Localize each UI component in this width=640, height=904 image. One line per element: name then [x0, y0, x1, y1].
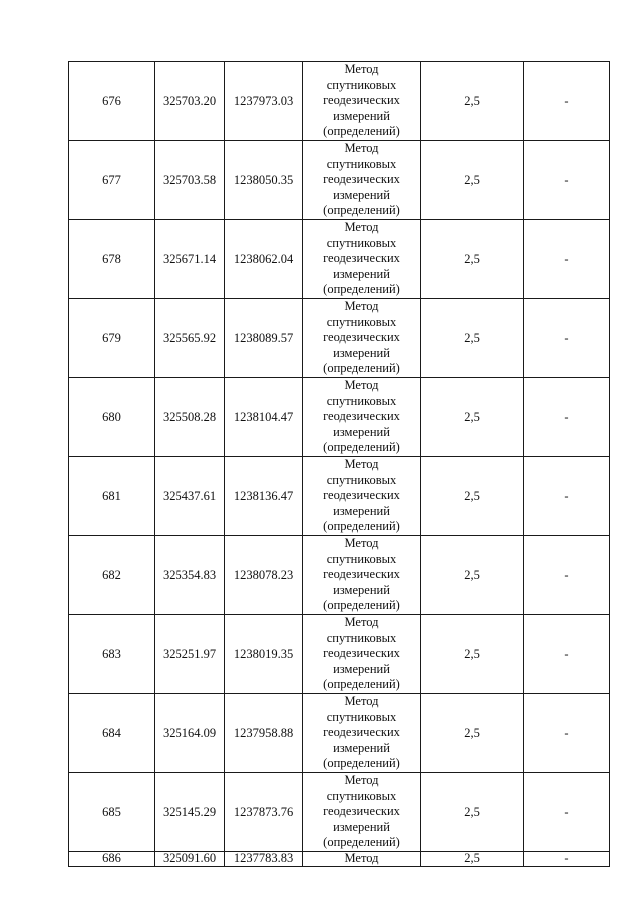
method-line: (определений) — [323, 282, 400, 297]
method-line: Метод — [344, 694, 379, 709]
note: - — [524, 773, 610, 852]
accuracy: 2,5 — [421, 62, 524, 141]
accuracy: 2,5 — [421, 852, 524, 867]
method-cell — [303, 457, 421, 536]
method-line: геодезических — [323, 330, 400, 345]
table-row — [69, 457, 610, 536]
method-cell — [303, 615, 421, 694]
method-cell — [303, 852, 421, 867]
method-line: измерений — [333, 740, 390, 755]
coord-y: 1237973.03 — [225, 62, 303, 141]
table-row — [69, 141, 610, 220]
method-line: Метод — [344, 220, 379, 235]
method-line: геодезических — [323, 804, 400, 819]
method-cell — [303, 299, 421, 378]
coord-x: 325437.61 — [155, 457, 225, 536]
method-line: измерений — [333, 661, 390, 676]
note: - — [524, 378, 610, 457]
coord-x: 325703.20 — [155, 62, 225, 141]
method-line: спутниковых — [326, 630, 397, 645]
method-line: спутниковых — [326, 472, 397, 487]
table-row — [69, 378, 610, 457]
method-cell — [303, 378, 421, 457]
accuracy: 2,5 — [421, 141, 524, 220]
point-number: 682 — [69, 536, 155, 615]
method-line: измерений — [333, 424, 390, 439]
method-line: спутниковых — [326, 156, 397, 171]
note: - — [524, 536, 610, 615]
method-line: Метод — [344, 457, 379, 472]
method-line: (определений) — [323, 519, 400, 534]
method-cell — [303, 773, 421, 852]
method-line: геодезических — [323, 567, 400, 582]
note: - — [524, 141, 610, 220]
method-cell — [303, 62, 421, 141]
note: - — [524, 220, 610, 299]
method-line: спутниковых — [326, 709, 397, 724]
table-row — [69, 773, 610, 852]
coord-y: 1238104.47 — [225, 378, 303, 457]
coord-x: 325703.58 — [155, 141, 225, 220]
coord-y: 1237873.76 — [225, 773, 303, 852]
method-cell — [303, 220, 421, 299]
point-number: 680 — [69, 378, 155, 457]
method-line: Метод — [344, 299, 379, 314]
table-row — [69, 615, 610, 694]
method-line: спутниковых — [326, 314, 397, 329]
method-line: геодезических — [323, 725, 400, 740]
coord-y: 1238089.57 — [225, 299, 303, 378]
note: - — [524, 62, 610, 141]
accuracy: 2,5 — [421, 457, 524, 536]
method-line: (определений) — [323, 440, 400, 455]
table-row — [69, 220, 610, 299]
method-cell — [303, 536, 421, 615]
accuracy: 2,5 — [421, 299, 524, 378]
method-line: спутниковых — [326, 788, 397, 803]
note: - — [524, 457, 610, 536]
method-line: Метод — [344, 536, 379, 551]
method-line: измерений — [333, 819, 390, 834]
coord-x: 325164.09 — [155, 694, 225, 773]
method-line: спутниковых — [326, 393, 397, 408]
coord-y: 1238050.35 — [225, 141, 303, 220]
note: - — [524, 615, 610, 694]
table-row — [69, 694, 610, 773]
method-line: (определений) — [323, 361, 400, 376]
accuracy: 2,5 — [421, 378, 524, 457]
note: - — [524, 852, 610, 867]
method-line: геодезических — [323, 488, 400, 503]
point-number: 677 — [69, 141, 155, 220]
coord-y: 1238019.35 — [225, 615, 303, 694]
table-row — [69, 62, 610, 141]
method-line: (определений) — [323, 756, 400, 771]
coord-x: 325671.14 — [155, 220, 225, 299]
method-line: спутниковых — [326, 551, 397, 566]
point-number: 678 — [69, 220, 155, 299]
method-line: Метод — [344, 378, 379, 393]
method-line: (определений) — [323, 835, 400, 850]
method-line: спутниковых — [326, 77, 397, 92]
table-row — [69, 852, 610, 867]
method-line: измерений — [333, 266, 390, 281]
method-cell — [303, 141, 421, 220]
point-number: 684 — [69, 694, 155, 773]
accuracy: 2,5 — [421, 615, 524, 694]
note: - — [524, 299, 610, 378]
method-line: геодезических — [323, 646, 400, 661]
method-line: Метод — [344, 141, 379, 156]
method-line: Метод — [344, 851, 379, 865]
method-line: измерений — [333, 503, 390, 518]
coord-x: 325145.29 — [155, 773, 225, 852]
coord-x: 325565.92 — [155, 299, 225, 378]
point-number: 679 — [69, 299, 155, 378]
point-number: 683 — [69, 615, 155, 694]
coord-x: 325354.83 — [155, 536, 225, 615]
point-number: 685 — [69, 773, 155, 852]
note: - — [524, 694, 610, 773]
coord-x: 325251.97 — [155, 615, 225, 694]
method-line: Метод — [344, 773, 379, 788]
coord-x: 325508.28 — [155, 378, 225, 457]
method-line: геодезических — [323, 409, 400, 424]
coord-x: 325091.60 — [155, 852, 225, 867]
table-row — [69, 536, 610, 615]
method-line: геодезических — [323, 93, 400, 108]
method-line: Метод — [344, 615, 379, 630]
accuracy: 2,5 — [421, 536, 524, 615]
method-line: (определений) — [323, 598, 400, 613]
method-line: (определений) — [323, 124, 400, 139]
point-number: 686 — [69, 852, 155, 867]
coord-y: 1237783.83 — [225, 852, 303, 867]
method-line: измерений — [333, 108, 390, 123]
point-number: 676 — [69, 62, 155, 141]
method-line: (определений) — [323, 677, 400, 692]
coord-y: 1238136.47 — [225, 457, 303, 536]
table-row — [69, 299, 610, 378]
method-cell — [303, 694, 421, 773]
coordinates-table — [68, 61, 610, 867]
coord-y: 1238062.04 — [225, 220, 303, 299]
method-line: измерений — [333, 187, 390, 202]
accuracy: 2,5 — [421, 773, 524, 852]
point-number: 681 — [69, 457, 155, 536]
method-line: спутниковых — [326, 235, 397, 250]
method-line: (определений) — [323, 203, 400, 218]
method-line: геодезических — [323, 172, 400, 187]
accuracy: 2,5 — [421, 694, 524, 773]
method-line: Метод — [344, 62, 379, 77]
method-line: геодезических — [323, 251, 400, 266]
coord-y: 1237958.88 — [225, 694, 303, 773]
accuracy: 2,5 — [421, 220, 524, 299]
method-line: измерений — [333, 345, 390, 360]
method-line: измерений — [333, 582, 390, 597]
coord-y: 1238078.23 — [225, 536, 303, 615]
